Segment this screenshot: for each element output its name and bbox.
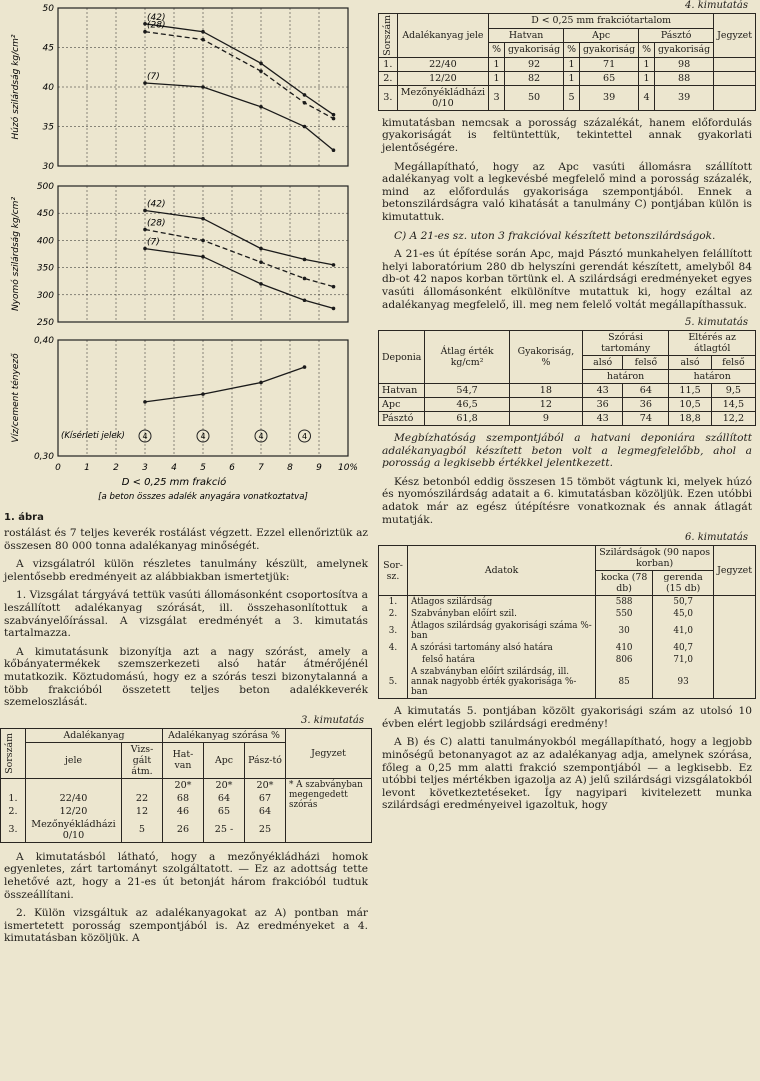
table-row: Apc 46,5 12 36 36 10,5 14,5 xyxy=(379,398,756,412)
y-tick-label: 350 xyxy=(36,263,54,274)
std-paszto: 20* xyxy=(244,778,285,792)
x-tick-label: 10% xyxy=(337,463,359,473)
header-hatvan: Hat-van xyxy=(162,742,203,778)
header-jele: jele xyxy=(26,742,122,778)
data-point xyxy=(303,125,307,129)
data-point xyxy=(259,282,263,286)
figure-caption: 1. ábra xyxy=(4,512,44,523)
left-text-block xyxy=(0,512,372,951)
x-tick-label: 3 xyxy=(142,463,148,473)
y-axis-label: Víz/cement tényező xyxy=(11,353,21,443)
data-point xyxy=(201,85,205,89)
y-tick-label: 40 xyxy=(42,83,54,93)
data-point xyxy=(332,148,336,152)
data-point xyxy=(259,260,263,264)
x-axis-title: D < 0,25 mm frakció xyxy=(121,477,227,488)
data-point xyxy=(143,400,147,404)
series-line xyxy=(145,211,334,265)
y-axis-label: Húzó szilárdság kg/cm² xyxy=(11,34,21,140)
data-point xyxy=(259,62,263,66)
table-row: Hatvan 54,7 18 43 64 11,5 9,5 xyxy=(379,384,756,398)
table4-caption: 4. kimutatás xyxy=(685,0,748,11)
paragraph: Megállapítható, hogy az Apc vasúti állomásra szállított adalékanyag volt a legkevésbé megfelelő mind a porosság százalék, mind az előfordulás gyakorisága szempontjából. Ennek a betonszilárdságra való kihatását a tanulmány C) pontjában külön is kimutattuk. xyxy=(382,160,752,223)
figure-1 xyxy=(0,0,372,520)
paragraph: A 21-es út építése során Apc, majd Pásztó munkahelyen felállított helyi laboratórium 280 db helyszíni gerendát készített, amelyből 84 db-ot 42 napos korban törtünk el. A szilárdsági eredményeket egyes vasúti állomásonként elkülönítve mutattuk ki, hogy ezáltal az adalékanyag megfelelő, ill. meg nem felelő voltát megállapíthassuk. xyxy=(382,248,752,311)
note-label: (Kísérleti jelek) xyxy=(61,431,125,441)
header-apc: Apc xyxy=(203,742,244,778)
table5-caption: 5. kimutatás xyxy=(685,317,748,329)
section-heading: C) A 21-es sz. uton 3 frakcióval készített betonszilárdságok. xyxy=(394,229,716,242)
series-line xyxy=(145,83,334,150)
table-row: 3. Mezőnyékládházi 0/10 3 50 5 39 4 39 xyxy=(379,85,756,110)
data-point xyxy=(332,307,336,311)
paragraph: A vizsgálatról külön részletes tanulmány készült, amelynek jelentősebb eredményeit az alábbiakban ismertetjük: xyxy=(4,558,368,583)
series-label: (28) xyxy=(147,218,166,229)
header-szoras: Adalékanyag szórása % xyxy=(162,728,285,742)
series-label: (42) xyxy=(147,12,166,23)
table-row: Pásztó 61,8 9 43 74 18,8 12,2 xyxy=(379,412,756,426)
paragraph: A B) és C) alatti tanulmányokból megállapítható, hogy a legjobb minőségű betonanyagot az az adalékanyag adja, amelynek szórása, főleg a 0,25 mm alatti frakció szempontjából — a legkisebb. Ez utóbbi teljes mértékben igazolja az A) jelű szilárdsági vizsgálatokból levont következtetéseket. Így nagyipari kivitelezett munka szilárdsági eredményeivel igazoltuk, hogy xyxy=(382,736,752,812)
data-point xyxy=(303,298,307,302)
table-row: 1. 22/40 1 92 1 71 1 98 xyxy=(379,57,756,71)
data-point xyxy=(201,239,205,243)
table-row: felső határa 806 71,0 xyxy=(379,654,756,666)
header-vizsgalt: Vizs-gált átm. xyxy=(121,742,162,778)
table-5: Deponia Átlag érték kg/cm² Gyakoriság, % Szórási tartomány Eltérés az átlagtól alsó felső alsó felső határon határon Hatvan 54,7 18 43 64 11,5 9,5 Apc 46,5 12 36 36 10,5 14,5 Pásztó 61,8 9 43 74 18,8 12,2 xyxy=(378,330,756,426)
right-column xyxy=(378,0,756,818)
data-point xyxy=(259,105,263,109)
paragraph: Megbízhatóság szempontjából a hatvani deponiára szállított adalékanyagból készített beton volt a legmegfelelőbb, ahol a porosság a legkisebb értékkel jelentkezett. xyxy=(382,432,752,470)
x-tick-label: 7 xyxy=(258,463,264,473)
x-tick-label: 8 xyxy=(287,463,293,473)
std-apc: 20* xyxy=(203,778,244,792)
y-tick-label: 0,40 xyxy=(33,336,54,346)
series-line xyxy=(145,24,334,115)
data-point xyxy=(201,38,205,42)
table-row: 3. Mezőnyékládházi 0/10 5 26 25 - 25 xyxy=(1,818,372,843)
x-tick-label: 4 xyxy=(171,463,177,473)
y-tick-label: 45 xyxy=(42,43,54,54)
data-point xyxy=(303,101,307,105)
data-point xyxy=(259,381,263,385)
header-jele: Adalékanyag jele xyxy=(397,14,488,58)
header-paszto: Pász-tó xyxy=(244,742,285,778)
table-row: 2. Szabványban előírt szil. 550 45,0 xyxy=(379,608,756,620)
data-point xyxy=(259,69,263,73)
series-label: (28) xyxy=(147,20,166,31)
data-point xyxy=(303,277,307,281)
data-point xyxy=(201,392,205,396)
y-tick-label: 500 xyxy=(36,182,54,192)
series-line xyxy=(145,32,334,119)
x-tick-label: 2 xyxy=(113,463,119,473)
x-axis-subtitle: [a beton összes adalék anyagára vonatkoztatva] xyxy=(98,492,308,502)
std-hatvan: 20* xyxy=(162,778,203,792)
paragraph: kimutatásban nemcsak a porosság százalékát, hanem előfordulás gyakoriságát is feltüntettük, tekintettel annak gyakorlati jelentőségére. xyxy=(382,116,752,154)
paragraph: Kész betonból eddig összesen 15 tömböt vágtunk ki, melyek húzó és nyomószilárdság adatait a 6. kimutatásban közöljük. Ezen utóbbi adatok már az egész útépítésre vonatkoznak és annak átlagát mutatják. xyxy=(382,475,752,526)
table-4: Sorszám Adalékanyag jele D < 0,25 mm frakciótartalom Jegyzet Hatvan Apc Pásztó % gyakoriság % gyakoriság % gyakoriság 1. 22/40 1 92 1 71 1 98 2. 12/20 1 82 1 65 1 88 3. Mezőnyékládházi 0/10 3 50 5 39 4 39 xyxy=(378,13,756,111)
table-row: 2. 12/20 1 82 1 65 1 88 xyxy=(379,71,756,85)
y-tick-label: 300 xyxy=(36,290,54,301)
y-tick-label: 400 xyxy=(36,236,54,247)
header-jegyzet: Jegyzet xyxy=(285,728,371,778)
x-tick-label: 5 xyxy=(200,463,206,473)
data-point xyxy=(259,247,263,251)
x-tick-label: 6 xyxy=(229,463,235,473)
table3-caption: 3. kimutatás xyxy=(301,714,364,726)
data-point xyxy=(332,117,336,121)
series-label: (7) xyxy=(147,237,160,248)
table-3 xyxy=(0,728,372,843)
marker-label: 4 xyxy=(301,432,308,441)
header-sorszam: Sorszám xyxy=(4,732,15,774)
y-tick-label: 0,30 xyxy=(33,452,54,462)
paragraph: 1. Vizsgálat tárgyává tettük vasúti állomásonként csoportosítva a leszállított adalékanyag szórását, ill. összehasonlítottuk a szabványelőírással. A vizsgálat eredményét a 3. kimutatás tartalmazza. xyxy=(4,589,368,640)
table-row: 1. Átlagos szilárdság 588 50,7 xyxy=(379,596,756,609)
data-point xyxy=(303,365,307,369)
table-6: Sor-sz. Adatok Szilárdságok (90 napos korban) Jegyzet kocka (78 db) gerenda (15 db) 1. Átlagos szilárdság 588 50,7 2. Szabványban előírt szil. 550 45,0 3. Átlagos szilárdság gyakorisági száma %-ban 30 41,0 4. A szórási tartomány alsó határa 410 40,7 felső határa 806 71,0 5. A szabványban előírt szilárdság, ill. annak nagyobb érték gyakorisága %-ban 85 93 xyxy=(378,545,756,699)
paragraph: A kimutatásunk bizonyítja azt a nagy szórást, amely a kőbányatermékek szemszerkezeti alsó határ átmérőjénél mutatkozik. Köztudomású, hogy ez a szórás teszi bizonytalanná a több frakcióból összetett teljes beton adalékkeverék szemeloszlását. xyxy=(4,645,368,709)
series-label: (7) xyxy=(147,72,160,83)
x-tick-label: 9 xyxy=(316,463,322,473)
x-tick-label: 1 xyxy=(84,463,90,473)
table-row: 5. A szabványban előírt szilárdság, ill. annak nagyobb érték gyakorisága %-ban 85 93 xyxy=(379,666,756,699)
table6-caption: 6. kimutatás xyxy=(685,532,748,544)
data-point xyxy=(201,255,205,259)
data-point xyxy=(332,285,336,289)
x-tick-label: 0 xyxy=(55,463,61,473)
header-jegyzet: Jegyzet xyxy=(714,14,756,58)
table-row: 4. A szórási tartomány alsó határa 410 40,7 xyxy=(379,642,756,654)
series-label: (42) xyxy=(147,199,166,210)
data-point xyxy=(332,263,336,267)
table-row: 1. 22/40 22 68 64 67 xyxy=(1,792,372,805)
data-point xyxy=(201,30,205,34)
paragraph: rostálást és 7 teljes keverék rostálást végzett. Ezzel ellenőriztük az összesen 80 000 tonna adalékanyag minőségét. xyxy=(4,527,368,552)
marker-label: 4 xyxy=(142,432,148,441)
table3-note: * A szabványban megengedett szórás xyxy=(285,778,371,842)
header-group: D < 0,25 mm frakciótartalom xyxy=(489,14,714,29)
y-axis-label: Nyomó szilárdság kg/cm² xyxy=(11,196,21,312)
marker-label: 4 xyxy=(200,432,206,441)
series-line xyxy=(145,367,305,402)
table-row: 2. 12/20 12 46 65 64 xyxy=(1,805,372,818)
y-tick-label: 35 xyxy=(42,122,54,133)
header-adalek: Adalékanyag xyxy=(26,728,163,742)
paragraph: A kimutatásból látható, hogy a mezőnyékládházi homok egyenletes, zárt tartományt szolgáltatott. — Ez az adottság tette lehetővé azt, hogy a 21-es út betonját három frakcióból tudtuk összeállítani. xyxy=(4,850,368,901)
y-tick-label: 50 xyxy=(42,4,54,14)
data-point xyxy=(303,93,307,97)
marker-label: 4 xyxy=(258,432,264,441)
data-point xyxy=(303,258,307,262)
y-tick-label: 30 xyxy=(42,162,54,172)
paragraph: 2. Külön vizsgáltuk az adalékanyagokat az A) pontban már ismertetett porosság szempontjából is. Az eredményeket a 4. kimutatásban közöljük. A xyxy=(4,907,368,945)
table-row: 3. Átlagos szilárdság gyakorisági száma %-ban 30 41,0 xyxy=(379,620,756,642)
y-tick-label: 450 xyxy=(36,209,54,220)
data-point xyxy=(201,217,205,221)
y-tick-label: 250 xyxy=(36,318,54,328)
paragraph: A kimutatás 5. pontjában közölt gyakorisági szám az utolsó 10 évben elért legjobb szilárdsági eredmény! xyxy=(382,705,752,730)
data-point xyxy=(332,113,336,117)
